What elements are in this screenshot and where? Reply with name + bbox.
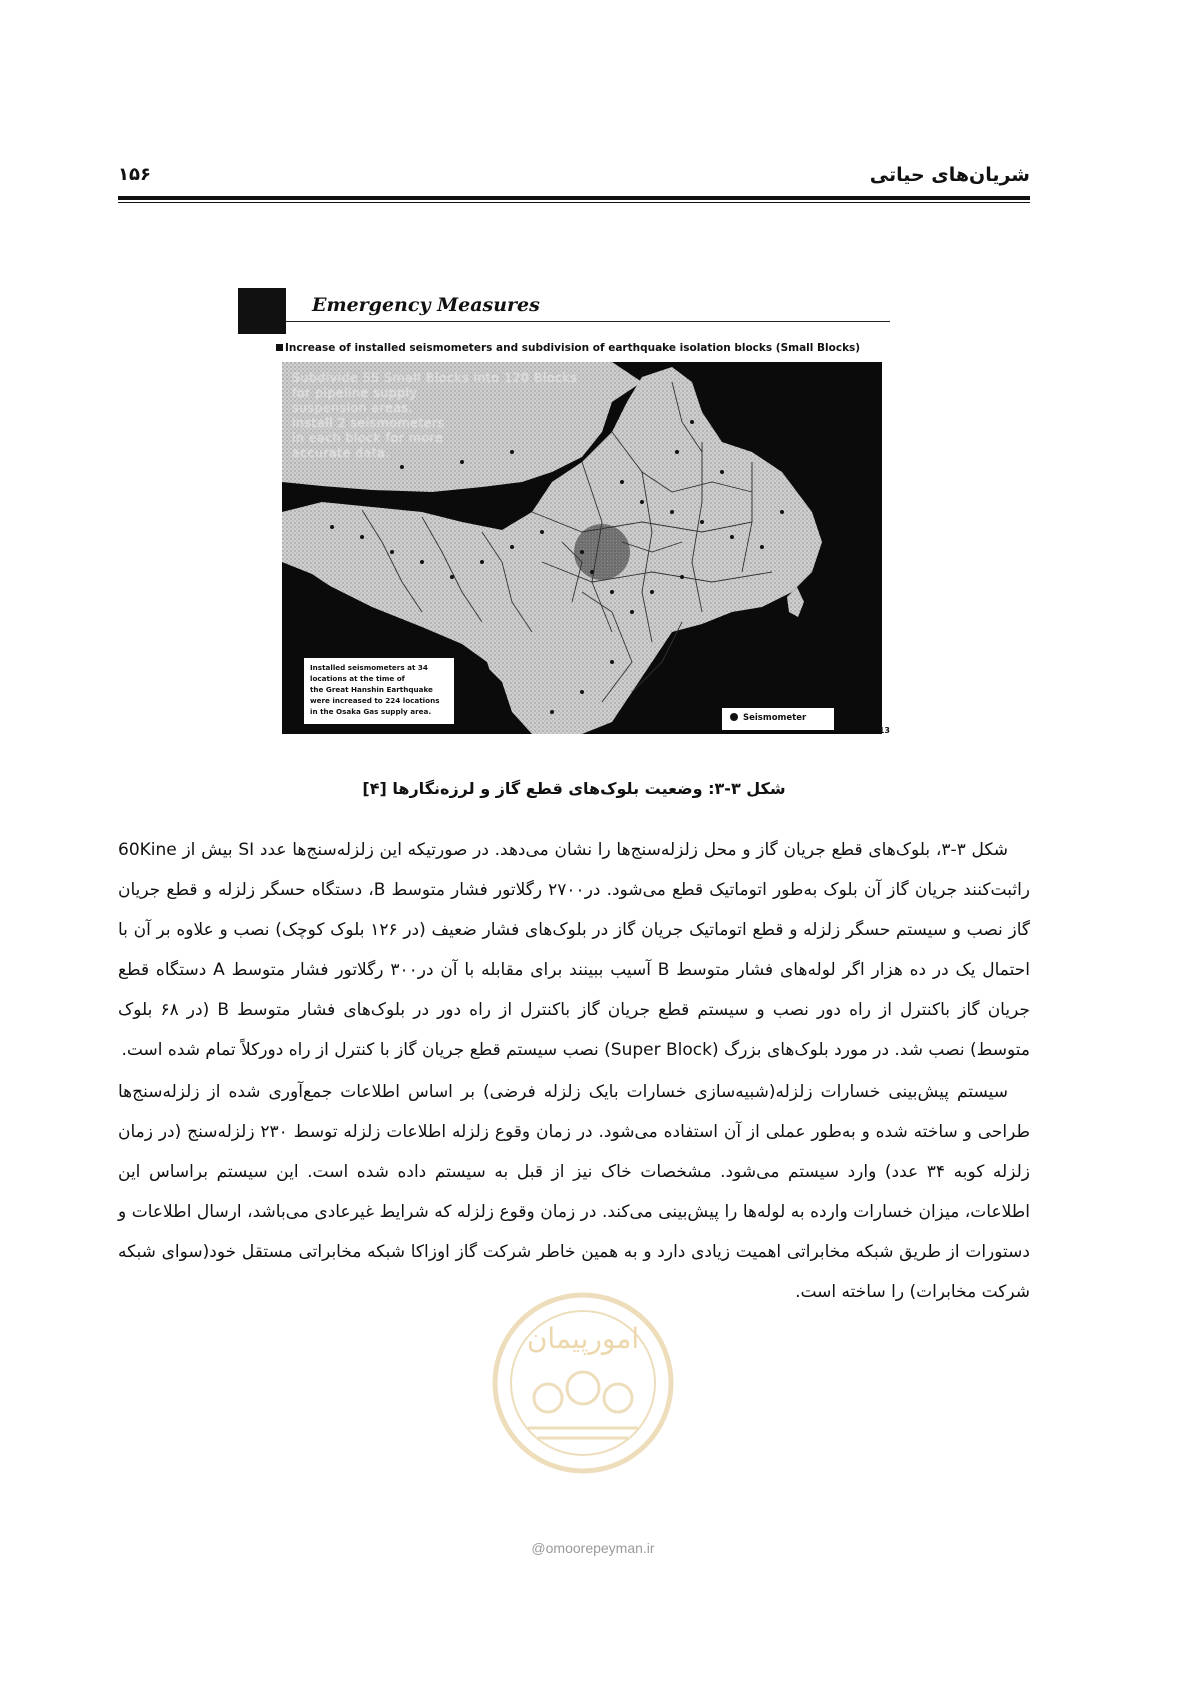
overlay-line: for pipeline supply [292,385,418,400]
seismometer-dot-icon [730,713,738,721]
figure-heading: Emergency Measures [312,294,540,316]
watermark-brand: امورپیمان [526,1322,640,1355]
header-rule-thin [118,202,1030,203]
overlay-line: accurate data. [292,445,390,460]
map-image [282,362,882,734]
watermark-url: @omoorepeyman.ir [531,1540,655,1556]
running-title: شریان‌های حیاتی [869,164,1030,186]
watermark-seal [488,1288,678,1478]
legend-label: Seismometer [743,713,807,723]
figure [238,288,890,744]
overlay-line: Install 2 seismometers [292,415,445,430]
header-rule-thick [118,196,1030,200]
figure-subtitle-text: Increase of installed seismometers and subdivision of earthquake isolation blocks (Small Blocks) [285,342,861,354]
overlay-line: Subdivide 55 Small Blocks into 120 Blocks [292,370,578,385]
paragraph: شکل ۳-۳، بلوک‌های قطع جریان گاز و محل زلزله‌سنج‌ها را نشان می‌دهد. در صورتیکه این زلزله‌سنج‌ها عدد SI بیش از 60Kine راثبت‌کنند جریان گاز آن بلوک به‌طور اتوماتیک قطع می‌شود. در۲۷۰۰ رگلاتور فشار متوسط B، دستگاه حسگر زلزله و قطع جریان گاز نصب و سیستم حسگر زلزله و قطع اتوماتیک جریان گاز در بلوک‌های فشار ضعیف (در ۱۲۶ بلوک کوچک) نصب و علاوه بر آن با احتمال یک در ده هزار اگر لوله‌های فشار متوسط B آسیب ببینند برای مقابله با آن در۳۰۰ رگلاتور فشار متوسط A دستگاه قطع جریان گاز باکنترل از راه دور نصب و سیستم قطع جریان گاز باکنترل از راه دور در بلوک‌های فشار متوسط B (در ۶۸ بلوک متوسط) نصب شد. در مورد بلوک‌های بزرگ (Super Block) نصب سیستم قطع جریان گاز با کنترل از راه دورکلاً تمام شده است. [118,840,1030,1060]
figure-subtitle [276,342,860,354]
legend [722,708,834,730]
figure-heading-rule [286,321,890,322]
map-overlay-text [292,370,632,460]
info-line: the Great Hanshin Earthquake [310,685,433,694]
overlay-line: suspension areas. [292,400,413,415]
info-box [304,658,454,724]
overlay-line: in each block for more [292,430,444,445]
info-line: were increased to 224 locations [310,696,440,705]
info-line: in the Osaka Gas supply area. [310,707,432,716]
info-line: locations at the time of [310,674,405,683]
paragraph: سیستم پیش‌بینی خسارات زلزله(شبیه‌سازی خسارات بایک زلزله فرضی) بر اساس اطلاعات جمع‌آوری شده از زلزله‌سنج‌ها طراحی و ساخته شده و به‌طور عملی از آن استفاده می‌شود. در زمان وقوع زلزله اطلاعات زلزله توسط ۲۳۰ زلزله‌سنج (در زمان زلزله کوبه ۳۴ عدد) وارد سیستم می‌شود. مشخصات خاک نیز از قبل به سیستم داده شده است. این سیستم براساس این اطلاعات، میزان خسارات وارده به لوله‌ها را پیش‌بینی ‌می‌کند. در زمان وقوع زلزله که شرایط غیرعادی می‌باشد، ارسال اطلاعات و دستورات از طریق شبکه مخابراتی اهمیت زیادی دارد و به همین خاطر شرکت گاز اوزاکا شبکه مخابراتی مستقل خود(سوای شبکه شرکت مخابرات) را ساخته است. [118,1082,1031,1302]
info-line: Installed seismometers at 34 [310,663,428,672]
running-header [118,160,1030,200]
body-text [118,830,1030,1312]
slide-number: 13 [878,726,890,735]
figure-black-square [238,288,286,334]
figure-caption: شکل ۳-۳: وضعیت بلوک‌های قطع گاز و لرزه‌نگارها [۴] [362,779,786,798]
page-number: ۱۵۶ [118,164,151,185]
watermark-url-text: omoorepeyman.ir [545,1540,655,1556]
